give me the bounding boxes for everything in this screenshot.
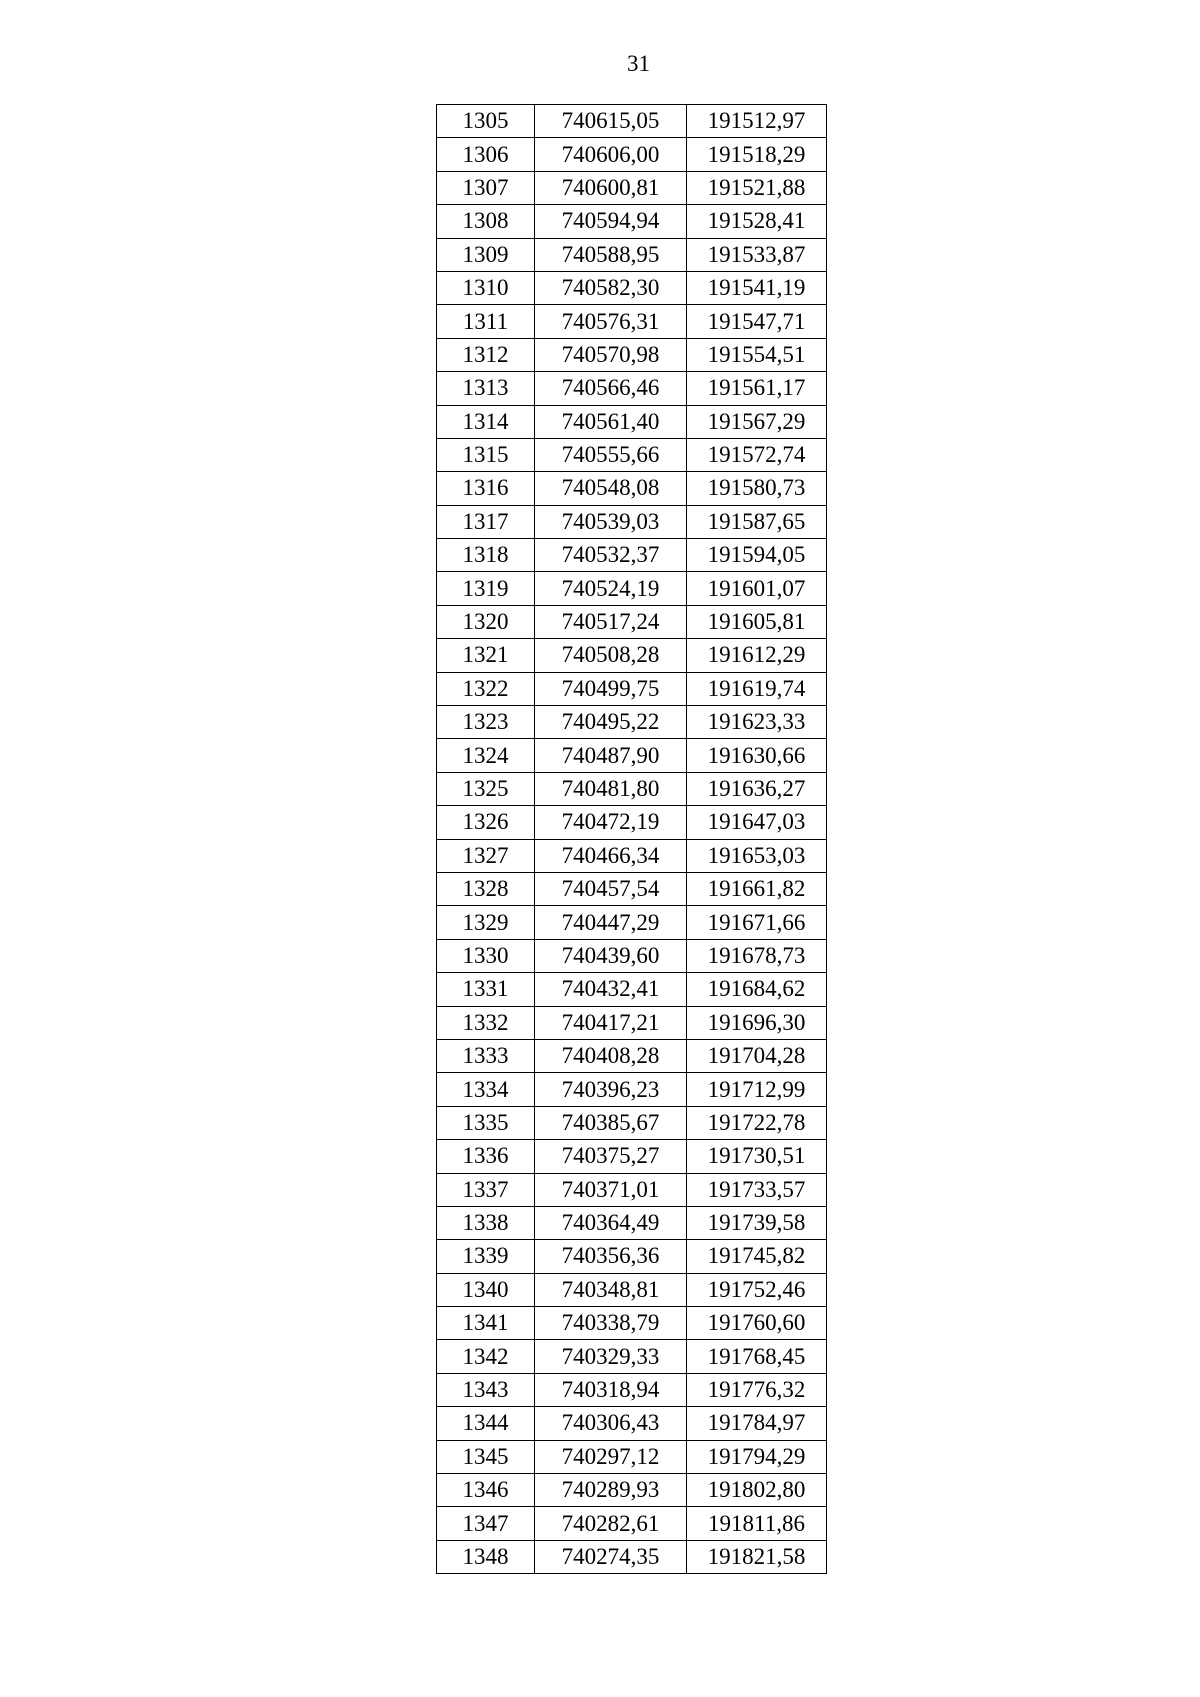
point-number-cell: 1327: [437, 839, 535, 872]
x-coordinate-cell: 740548,08: [535, 472, 687, 505]
point-number-cell: 1334: [437, 1073, 535, 1106]
table-row: [437, 1440, 827, 1473]
table-row: [437, 1140, 827, 1173]
table-row: [437, 1340, 827, 1373]
table-row: [437, 438, 827, 471]
point-number-cell: 1311: [437, 305, 535, 338]
x-coordinate-cell: 740508,28: [535, 639, 687, 672]
point-number-cell: 1341: [437, 1307, 535, 1340]
y-coordinate-cell: 191745,82: [687, 1240, 827, 1273]
y-coordinate-cell: 191722,78: [687, 1106, 827, 1139]
x-coordinate-cell: 740499,75: [535, 672, 687, 705]
x-coordinate-cell: 740539,03: [535, 505, 687, 538]
x-coordinate-cell: 740588,95: [535, 238, 687, 271]
point-number-cell: 1346: [437, 1474, 535, 1507]
y-coordinate-cell: 191587,65: [687, 505, 827, 538]
x-coordinate-cell: 740297,12: [535, 1440, 687, 1473]
point-number-cell: 1339: [437, 1240, 535, 1273]
point-number-cell: 1316: [437, 472, 535, 505]
x-coordinate-cell: 740594,94: [535, 205, 687, 238]
y-coordinate-cell: 191739,58: [687, 1206, 827, 1239]
table-row: [437, 539, 827, 572]
point-number-cell: 1309: [437, 238, 535, 271]
y-coordinate-cell: 191794,29: [687, 1440, 827, 1473]
y-coordinate-cell: 191733,57: [687, 1173, 827, 1206]
page-number: 31: [627, 51, 650, 76]
x-coordinate-cell: 740348,81: [535, 1273, 687, 1306]
table-row: [437, 271, 827, 304]
table-row: [437, 372, 827, 405]
point-number-cell: 1306: [437, 138, 535, 171]
x-coordinate-cell: 740289,93: [535, 1474, 687, 1507]
point-number-cell: 1324: [437, 739, 535, 772]
point-number-cell: 1337: [437, 1173, 535, 1206]
point-number-cell: 1332: [437, 1006, 535, 1039]
y-coordinate-cell: 191533,87: [687, 238, 827, 271]
y-coordinate-cell: 191696,30: [687, 1006, 827, 1039]
point-number-cell: 1340: [437, 1273, 535, 1306]
y-coordinate-cell: 191730,51: [687, 1140, 827, 1173]
point-number-cell: 1313: [437, 372, 535, 405]
y-coordinate-cell: 191572,74: [687, 438, 827, 471]
point-number-cell: 1333: [437, 1039, 535, 1072]
point-number-cell: 1344: [437, 1407, 535, 1440]
y-coordinate-cell: 191518,29: [687, 138, 827, 171]
table-row: [437, 338, 827, 371]
x-coordinate-cell: 740606,00: [535, 138, 687, 171]
point-number-cell: 1345: [437, 1440, 535, 1473]
x-coordinate-cell: 740306,43: [535, 1407, 687, 1440]
y-coordinate-cell: 191821,58: [687, 1540, 827, 1573]
x-coordinate-cell: 740356,36: [535, 1240, 687, 1273]
point-number-cell: 1318: [437, 539, 535, 572]
x-coordinate-cell: 740495,22: [535, 706, 687, 739]
table-row: [437, 1173, 827, 1206]
x-coordinate-cell: 740457,54: [535, 872, 687, 905]
point-number-cell: 1326: [437, 806, 535, 839]
x-coordinate-cell: 740282,61: [535, 1507, 687, 1540]
x-coordinate-cell: 740447,29: [535, 906, 687, 939]
x-coordinate-cell: 740472,19: [535, 806, 687, 839]
y-coordinate-cell: 191547,71: [687, 305, 827, 338]
y-coordinate-cell: 191601,07: [687, 572, 827, 605]
table-row: [437, 1206, 827, 1239]
table-row: [437, 706, 827, 739]
y-coordinate-cell: 191678,73: [687, 939, 827, 972]
y-coordinate-cell: 191712,99: [687, 1073, 827, 1106]
table-row: [437, 672, 827, 705]
x-coordinate-cell: 740274,35: [535, 1540, 687, 1573]
y-coordinate-cell: 191768,45: [687, 1340, 827, 1373]
point-number-cell: 1310: [437, 271, 535, 304]
point-number-cell: 1322: [437, 672, 535, 705]
y-coordinate-cell: 191612,29: [687, 639, 827, 672]
coordinates-table: [436, 104, 827, 1574]
table-row: [437, 939, 827, 972]
table-row: [437, 505, 827, 538]
point-number-cell: 1314: [437, 405, 535, 438]
x-coordinate-cell: 740375,27: [535, 1140, 687, 1173]
x-coordinate-cell: 740576,31: [535, 305, 687, 338]
table-row: [437, 1006, 827, 1039]
table-row: [437, 472, 827, 505]
y-coordinate-cell: 191653,03: [687, 839, 827, 872]
table-row: [437, 1373, 827, 1406]
point-number-cell: 1319: [437, 572, 535, 605]
x-coordinate-cell: 740555,66: [535, 438, 687, 471]
x-coordinate-cell: 740318,94: [535, 1373, 687, 1406]
table-row: [437, 305, 827, 338]
point-number-cell: 1335: [437, 1106, 535, 1139]
x-coordinate-cell: 740385,67: [535, 1106, 687, 1139]
y-coordinate-cell: 191784,97: [687, 1407, 827, 1440]
table-row: [437, 1540, 827, 1573]
point-number-cell: 1343: [437, 1373, 535, 1406]
point-number-cell: 1325: [437, 772, 535, 805]
table-row: [437, 238, 827, 271]
y-coordinate-cell: 191811,86: [687, 1507, 827, 1540]
point-number-cell: 1308: [437, 205, 535, 238]
y-coordinate-cell: 191802,80: [687, 1474, 827, 1507]
y-coordinate-cell: 191605,81: [687, 605, 827, 638]
point-number-cell: 1317: [437, 505, 535, 538]
table-row: [437, 1307, 827, 1340]
point-number-cell: 1320: [437, 605, 535, 638]
table-row: [437, 605, 827, 638]
table-row: [437, 138, 827, 171]
y-coordinate-cell: 191647,03: [687, 806, 827, 839]
table-row: [437, 205, 827, 238]
y-coordinate-cell: 191671,66: [687, 906, 827, 939]
x-coordinate-cell: 740481,80: [535, 772, 687, 805]
table-row: [437, 1073, 827, 1106]
table-row: [437, 1106, 827, 1139]
point-number-cell: 1336: [437, 1140, 535, 1173]
table-row: [437, 1240, 827, 1273]
x-coordinate-cell: 740417,21: [535, 1006, 687, 1039]
y-coordinate-cell: 191567,29: [687, 405, 827, 438]
y-coordinate-cell: 191512,97: [687, 105, 827, 138]
point-number-cell: 1307: [437, 171, 535, 204]
x-coordinate-cell: 740338,79: [535, 1307, 687, 1340]
y-coordinate-cell: 191752,46: [687, 1273, 827, 1306]
x-coordinate-cell: 740364,49: [535, 1206, 687, 1239]
point-number-cell: 1315: [437, 438, 535, 471]
table-row: [437, 739, 827, 772]
x-coordinate-cell: 740432,41: [535, 973, 687, 1006]
table-row: [437, 906, 827, 939]
y-coordinate-cell: 191541,19: [687, 271, 827, 304]
point-number-cell: 1330: [437, 939, 535, 972]
x-coordinate-cell: 740600,81: [535, 171, 687, 204]
y-coordinate-cell: 191704,28: [687, 1039, 827, 1072]
x-coordinate-cell: 740524,19: [535, 572, 687, 605]
table-row: [437, 405, 827, 438]
x-coordinate-cell: 740582,30: [535, 271, 687, 304]
table-row: [437, 105, 827, 138]
x-coordinate-cell: 740532,37: [535, 539, 687, 572]
x-coordinate-cell: 740517,24: [535, 605, 687, 638]
x-coordinate-cell: 740615,05: [535, 105, 687, 138]
table-row: [437, 639, 827, 672]
y-coordinate-cell: 191623,33: [687, 706, 827, 739]
x-coordinate-cell: 740396,23: [535, 1073, 687, 1106]
table-row: [437, 1407, 827, 1440]
x-coordinate-cell: 740570,98: [535, 338, 687, 371]
y-coordinate-cell: 191554,51: [687, 338, 827, 371]
y-coordinate-cell: 191594,05: [687, 539, 827, 572]
x-coordinate-cell: 740466,34: [535, 839, 687, 872]
x-coordinate-cell: 740371,01: [535, 1173, 687, 1206]
x-coordinate-cell: 740439,60: [535, 939, 687, 972]
y-coordinate-cell: 191630,66: [687, 739, 827, 772]
x-coordinate-cell: 740561,40: [535, 405, 687, 438]
y-coordinate-cell: 191528,41: [687, 205, 827, 238]
point-number-cell: 1321: [437, 639, 535, 672]
x-coordinate-cell: 740566,46: [535, 372, 687, 405]
table-row: [437, 772, 827, 805]
point-number-cell: 1347: [437, 1507, 535, 1540]
y-coordinate-cell: 191619,74: [687, 672, 827, 705]
x-coordinate-cell: 740487,90: [535, 739, 687, 772]
table-row: [437, 1273, 827, 1306]
table-row: [437, 839, 827, 872]
x-coordinate-cell: 740329,33: [535, 1340, 687, 1373]
y-coordinate-cell: 191580,73: [687, 472, 827, 505]
table-row: [437, 1507, 827, 1540]
table-row: [437, 171, 827, 204]
y-coordinate-cell: 191661,82: [687, 872, 827, 905]
point-number-cell: 1348: [437, 1540, 535, 1573]
point-number-cell: 1331: [437, 973, 535, 1006]
y-coordinate-cell: 191521,88: [687, 171, 827, 204]
point-number-cell: 1328: [437, 872, 535, 905]
y-coordinate-cell: 191776,32: [687, 1373, 827, 1406]
y-coordinate-cell: 191561,17: [687, 372, 827, 405]
point-number-cell: 1342: [437, 1340, 535, 1373]
y-coordinate-cell: 191760,60: [687, 1307, 827, 1340]
coordinates-table-body: [437, 105, 827, 1574]
table-row: [437, 806, 827, 839]
table-row: [437, 872, 827, 905]
point-number-cell: 1305: [437, 105, 535, 138]
table-row: [437, 1474, 827, 1507]
y-coordinate-cell: 191684,62: [687, 973, 827, 1006]
point-number-cell: 1323: [437, 706, 535, 739]
point-number-cell: 1338: [437, 1206, 535, 1239]
table-row: [437, 973, 827, 1006]
point-number-cell: 1329: [437, 906, 535, 939]
x-coordinate-cell: 740408,28: [535, 1039, 687, 1072]
point-number-cell: 1312: [437, 338, 535, 371]
table-row: [437, 572, 827, 605]
table-row: [437, 1039, 827, 1072]
y-coordinate-cell: 191636,27: [687, 772, 827, 805]
